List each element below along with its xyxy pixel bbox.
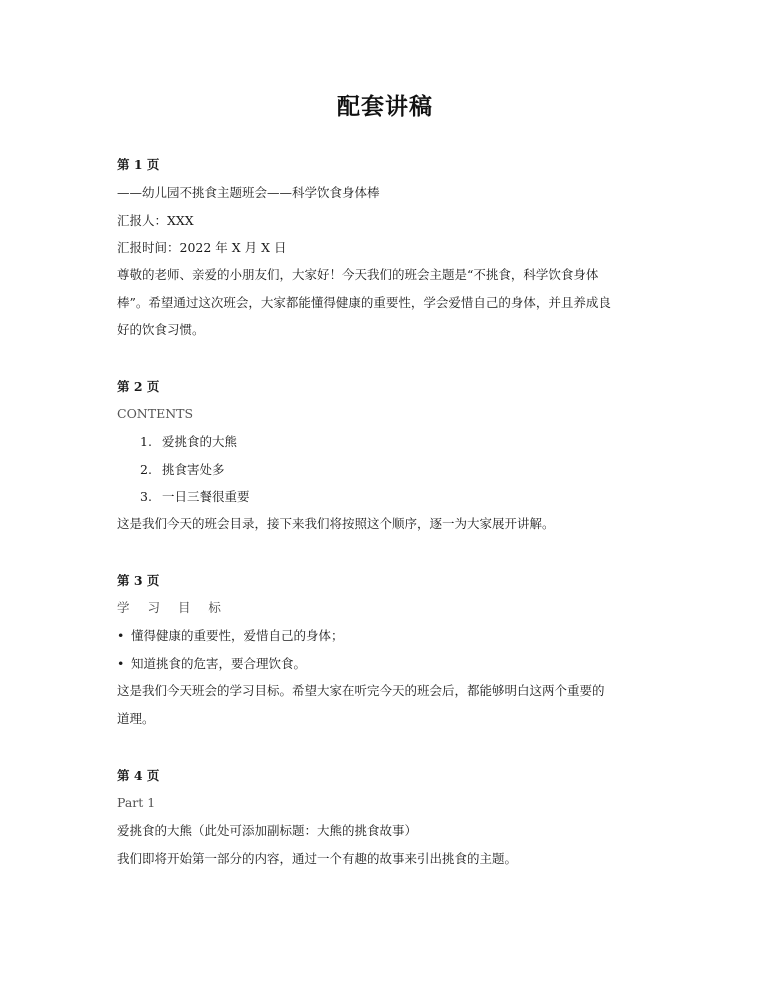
list-number: 3. (140, 489, 152, 504)
part-label: Part 1 (117, 795, 156, 810)
section-2-heading: 第 2 页 (117, 379, 160, 394)
document-title: 配套讲稿 (337, 93, 433, 120)
section-4-paragraph: 我们即将开始第一部分的内容，通过一个有趣的故事来引出挑食的主题。 (117, 851, 518, 866)
section-3-paragraph-line-1: 这是我们今天班会的学习目标。希望大家在听完今天的班会后，都能够明白这两个重要的 (117, 683, 605, 698)
section-1-paragraph-line-1: 尊敬的老师、亲爱的小朋友们，大家好！今天我们的班会主题是“不挑食，科学饮食身体 (117, 267, 599, 282)
contents-label: CONTENTS (117, 406, 194, 421)
goal-bullet-1 (117, 628, 344, 644)
list-text: 爱挑食的大熊 (162, 434, 238, 449)
report-time-line: 汇报时间：2022 年 X 月 X 日 (117, 240, 287, 255)
list-text: 挑食害处多 (162, 462, 225, 477)
section-1-paragraph-line-3: 好的饮食习惯。 (117, 322, 205, 337)
contents-item-1 (140, 434, 237, 450)
list-number: 2. (140, 462, 152, 477)
learning-goals-label: 学 习 目 标 (117, 600, 228, 615)
section-3-paragraph-line-2: 道理。 (117, 711, 155, 726)
list-text: 一日三餐很重要 (162, 489, 250, 504)
contents-item-2 (140, 462, 225, 478)
goal-bullet-2 (117, 656, 306, 672)
section-1-paragraph-line-2: 棒”。希望通过这次班会，大家都能懂得健康的重要性，学会爱惜自己的身体，并且养成良 (117, 295, 611, 310)
section-4-heading: 第 4 页 (117, 768, 160, 783)
bullet-text: 懂得健康的重要性，爱惜自己的身体； (131, 628, 344, 643)
contents-item-3 (140, 489, 250, 505)
bullet-icon: • (117, 656, 125, 671)
section-4-subtitle: 爱挑食的大熊（此处可添加副标题：大熊的挑食故事） (117, 823, 418, 838)
section-2-paragraph: 这是我们今天的班会目录，接下来我们将按照这个顺序，逐一为大家展开讲解。 (117, 516, 555, 531)
reporter-line: 汇报人：XXX (117, 213, 194, 228)
section-3-heading: 第 3 页 (117, 573, 160, 588)
section-1-heading: 第 1 页 (117, 157, 160, 172)
bullet-text: 知道挑食的危害，要合理饮食。 (131, 656, 307, 671)
bullet-icon: • (117, 628, 125, 643)
list-number: 1. (140, 434, 152, 449)
section-1-subtitle: ——幼儿园不挑食主题班会——科学饮食身体棒 (117, 185, 380, 200)
